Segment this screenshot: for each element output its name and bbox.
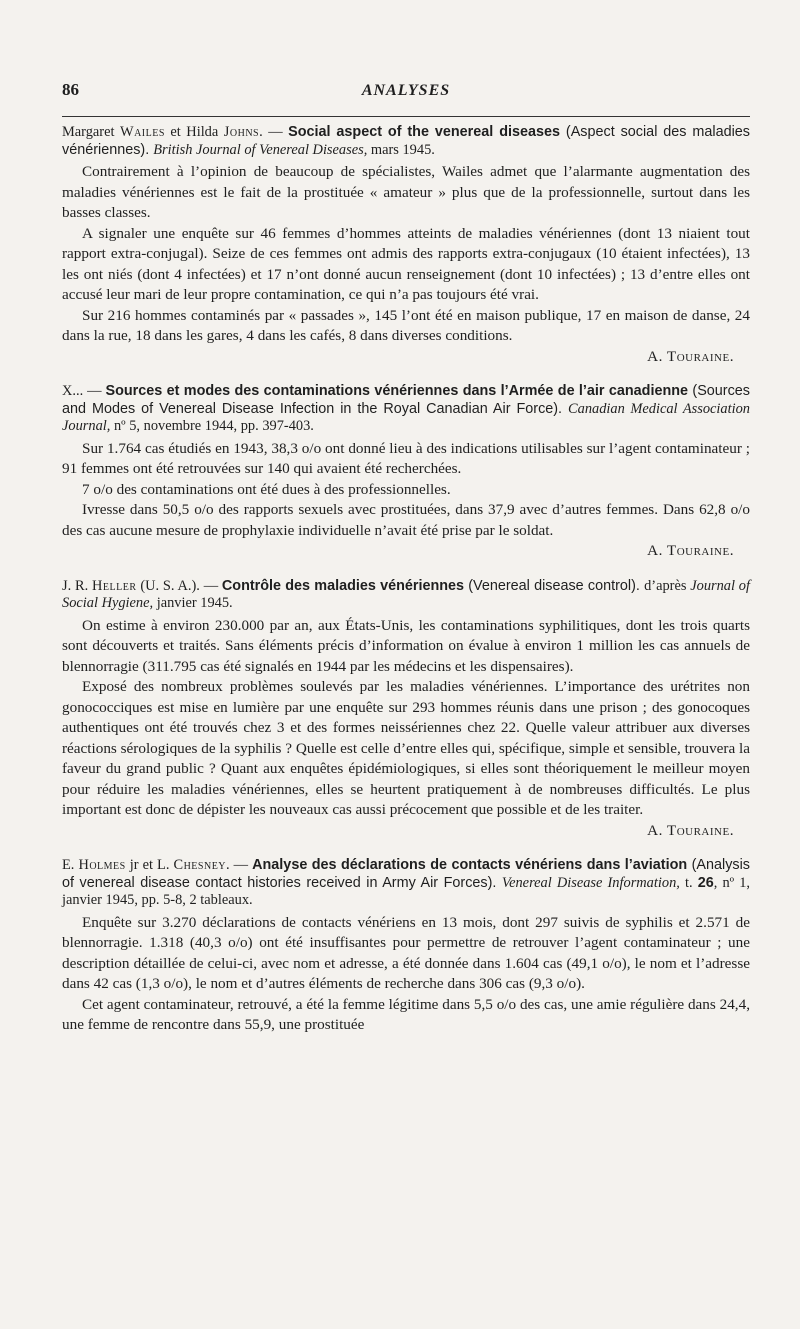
reference-segment: Margaret — [62, 124, 120, 140]
body-paragraph: Sur 216 hommes contaminés par « passades », 145 l’ont été en maison publique, 17 en maison de danse, 24 dans la rue, 18 dans les gares, 4 dans les cafés, 8 dans diverses conditions. — [62, 306, 750, 344]
body-paragraph: Ivresse dans 50,5 o/o des rapports sexuels avec prostituées, dans 37,9 avec d’autres femmes. Dans 62,8 o/o des cas aucune mesure de prophylaxie individuelle n’avait été prise par le soldat. — [62, 501, 750, 539]
reference-segment: t. — [679, 874, 698, 891]
reference-segment: . — — [259, 124, 289, 140]
reference-segment: (Aspect social des maladies vénériennes). — [62, 124, 750, 158]
article-reference — [62, 578, 750, 613]
body-paragraph: Enquête sur 3.270 déclarations de contacts vénériens en 13 mois, dont 297 suivis de syphilis et 2.571 de blennorragie. 1.318 (40,3 o/o) ont été insuffisantes pour permettre de retrouver l’agent contaminateur ; une description détaillée de celui-ci, avec nom et adresse, a été donnée dans 1.604 cas (49,1 o/o), le nom et l’adresse dans 42 cas (1,3 o/o), le nom et d’autres éléments de recherche dans 306 cas (9,3 o/o). — [62, 913, 750, 992]
article-list — [62, 124, 750, 1052]
reference-segment: 26 — [697, 874, 714, 891]
reference-segment: , nº 1, janvier 1945, pp. 5-8, 2 tableaux. — [62, 874, 751, 908]
reference-segment: Holmes — [78, 857, 126, 873]
article-reference — [62, 383, 750, 436]
reference-segment: Canadian Medical Association Journal, — [62, 400, 750, 434]
page-header — [62, 74, 750, 114]
reference-segment: British Journal of Venereal Diseases, — [153, 141, 368, 158]
reference-segment: nº 5, novembre 1944, pp. 397-403. — [110, 418, 314, 434]
body-paragraph: Sur 1.764 cas étudiés en 1943, 38,3 o/o ont donné lieu à des indications utilisables sur l’agent contaminateur ; 91 femmes ont été retrouvées sur 140 qui avaient été recherchées. — [62, 439, 750, 477]
running-head: ANALYSES — [361, 82, 451, 99]
reference-segment: . — — [226, 857, 253, 873]
body-paragraph: Contrairement à l’opinion de beaucoup de spécialistes, Wailes admet que l’alarmante augmentation des maladies vénériennes est le fait de la prostituée « amateur » plus que de la professionnelle, surtout dans les basses classes. — [62, 163, 750, 221]
author-signature: A. Touraine. — [647, 542, 734, 559]
article-entry — [62, 124, 750, 367]
article-entry — [62, 578, 750, 842]
reference-segment: janvier 1945. — [153, 595, 233, 611]
reference-segment: Analyse des déclarations de contacts vénériens dans l’aviation — [252, 857, 688, 873]
article-reference — [62, 124, 750, 159]
reference-segment: d’après — [644, 577, 691, 594]
body-paragraph: 7 o/o des contaminations ont été dues à des professionnelles. — [82, 480, 451, 498]
body-paragraph: A signaler une enquête sur 46 femmes d’hommes atteints de maladies vénériennes (dont 13 niaient tout rapport extra-conjugal). Seize de ces femmes ont admis des rapports extra-conjugaux (10 étaient infectées), 13 les ont niés (dont 4 infectées) et 17 n’ont donné aucun renseignement (dont 10 infectées) ; 13 d’entre elles ont accusé leur mari de leur propre contamination, ce qui n’a pas toujours été vrai. — [62, 224, 750, 303]
header-rule — [62, 116, 750, 117]
signature-line — [62, 821, 750, 842]
reference-segment: (U. S. A.). — — [136, 577, 222, 594]
body-paragraph: On estime à environ 230.000 par an, aux États-Unis, les contaminations syphilitiques, dont les trois quarts sont découverts et traités. Sans éléments précis d’information on évalue à environ 1 million les cas annuels de blennorragie (311.795 cas été signalés en 1944 par les médecins et les dispensaires). — [62, 616, 750, 675]
reference-segment: (Sources and Modes of Venereal Disease Infection in the Royal Canadian Air Force). — [62, 383, 750, 417]
author-signature: A. Touraine. — [647, 821, 734, 839]
reference-segment: J. R. — [62, 577, 93, 594]
reference-segment: Johns — [223, 124, 260, 140]
reference-segment: Journal of Social Hygiene, — [62, 577, 750, 611]
reference-segment: jr et L. — [125, 857, 174, 873]
reference-segment: Contrôle des maladies vénériennes — [221, 577, 465, 594]
reference-segment: Social aspect of the venereal diseases — [288, 124, 560, 140]
reference-segment: Heller — [92, 577, 137, 594]
reference-segment: (Venereal disease control). — [464, 577, 645, 594]
page-number: 86 — [62, 80, 79, 99]
reference-segment: Venereal Disease Information, — [501, 874, 680, 891]
reference-segment: Sources et modes des contaminations vénériennes dans l’Armée de l’air canadienne — [105, 383, 689, 399]
reference-segment: mars 1945. — [367, 141, 435, 158]
body-paragraph: Cet agent contaminateur, retrouvé, a été la femme légitime dans 5,5 o/o des cas, une amie régulière dans 24,4, une femme de rencontre dans 55,9, une prostituée — [62, 995, 750, 1033]
body-paragraph: Exposé des nombreux problèmes soulevés par les maladies vénériennes. L’importance des urétrites non gonococciques est mise en lumière par une enquête sur 293 hommes réunis dans une prison ; des gonocoques authentiques ont été trouvés chez 3 et des formes neissériennes chez 22. Quelle valeur attribuer aux diverses réactions sérologiques de la syphilis ? Quelle est celle d’entre elles qui, spécifique, simple et sensible, trouvera la faveur du grand public ? Quant aux enquêtes épidémiologiques, si elles sont théoriquement le meilleur moyen pour réduire les maladies vénériennes, elles se heurtent pratiquement à de nombreuses difficultés. Le plus important est donc de dépister les nouveaux cas aussi précocement que possible et de les traiter. — [62, 678, 750, 818]
reference-segment: E. — [62, 857, 79, 873]
reference-segment: Wailes — [119, 124, 165, 140]
reference-segment: (Analysis of venereal disease contact histories received in Army Air Forces). — [62, 857, 750, 891]
reference-segment: Chesney — [173, 857, 227, 873]
article-entry — [62, 383, 750, 562]
reference-segment: X... — — [62, 383, 106, 399]
reference-segment: et Hilda — [164, 124, 224, 140]
signature-line — [62, 541, 750, 562]
signature-line — [62, 347, 750, 368]
article-reference — [62, 857, 750, 910]
article-entry — [62, 857, 750, 1036]
author-signature: A. Touraine. — [647, 347, 734, 365]
